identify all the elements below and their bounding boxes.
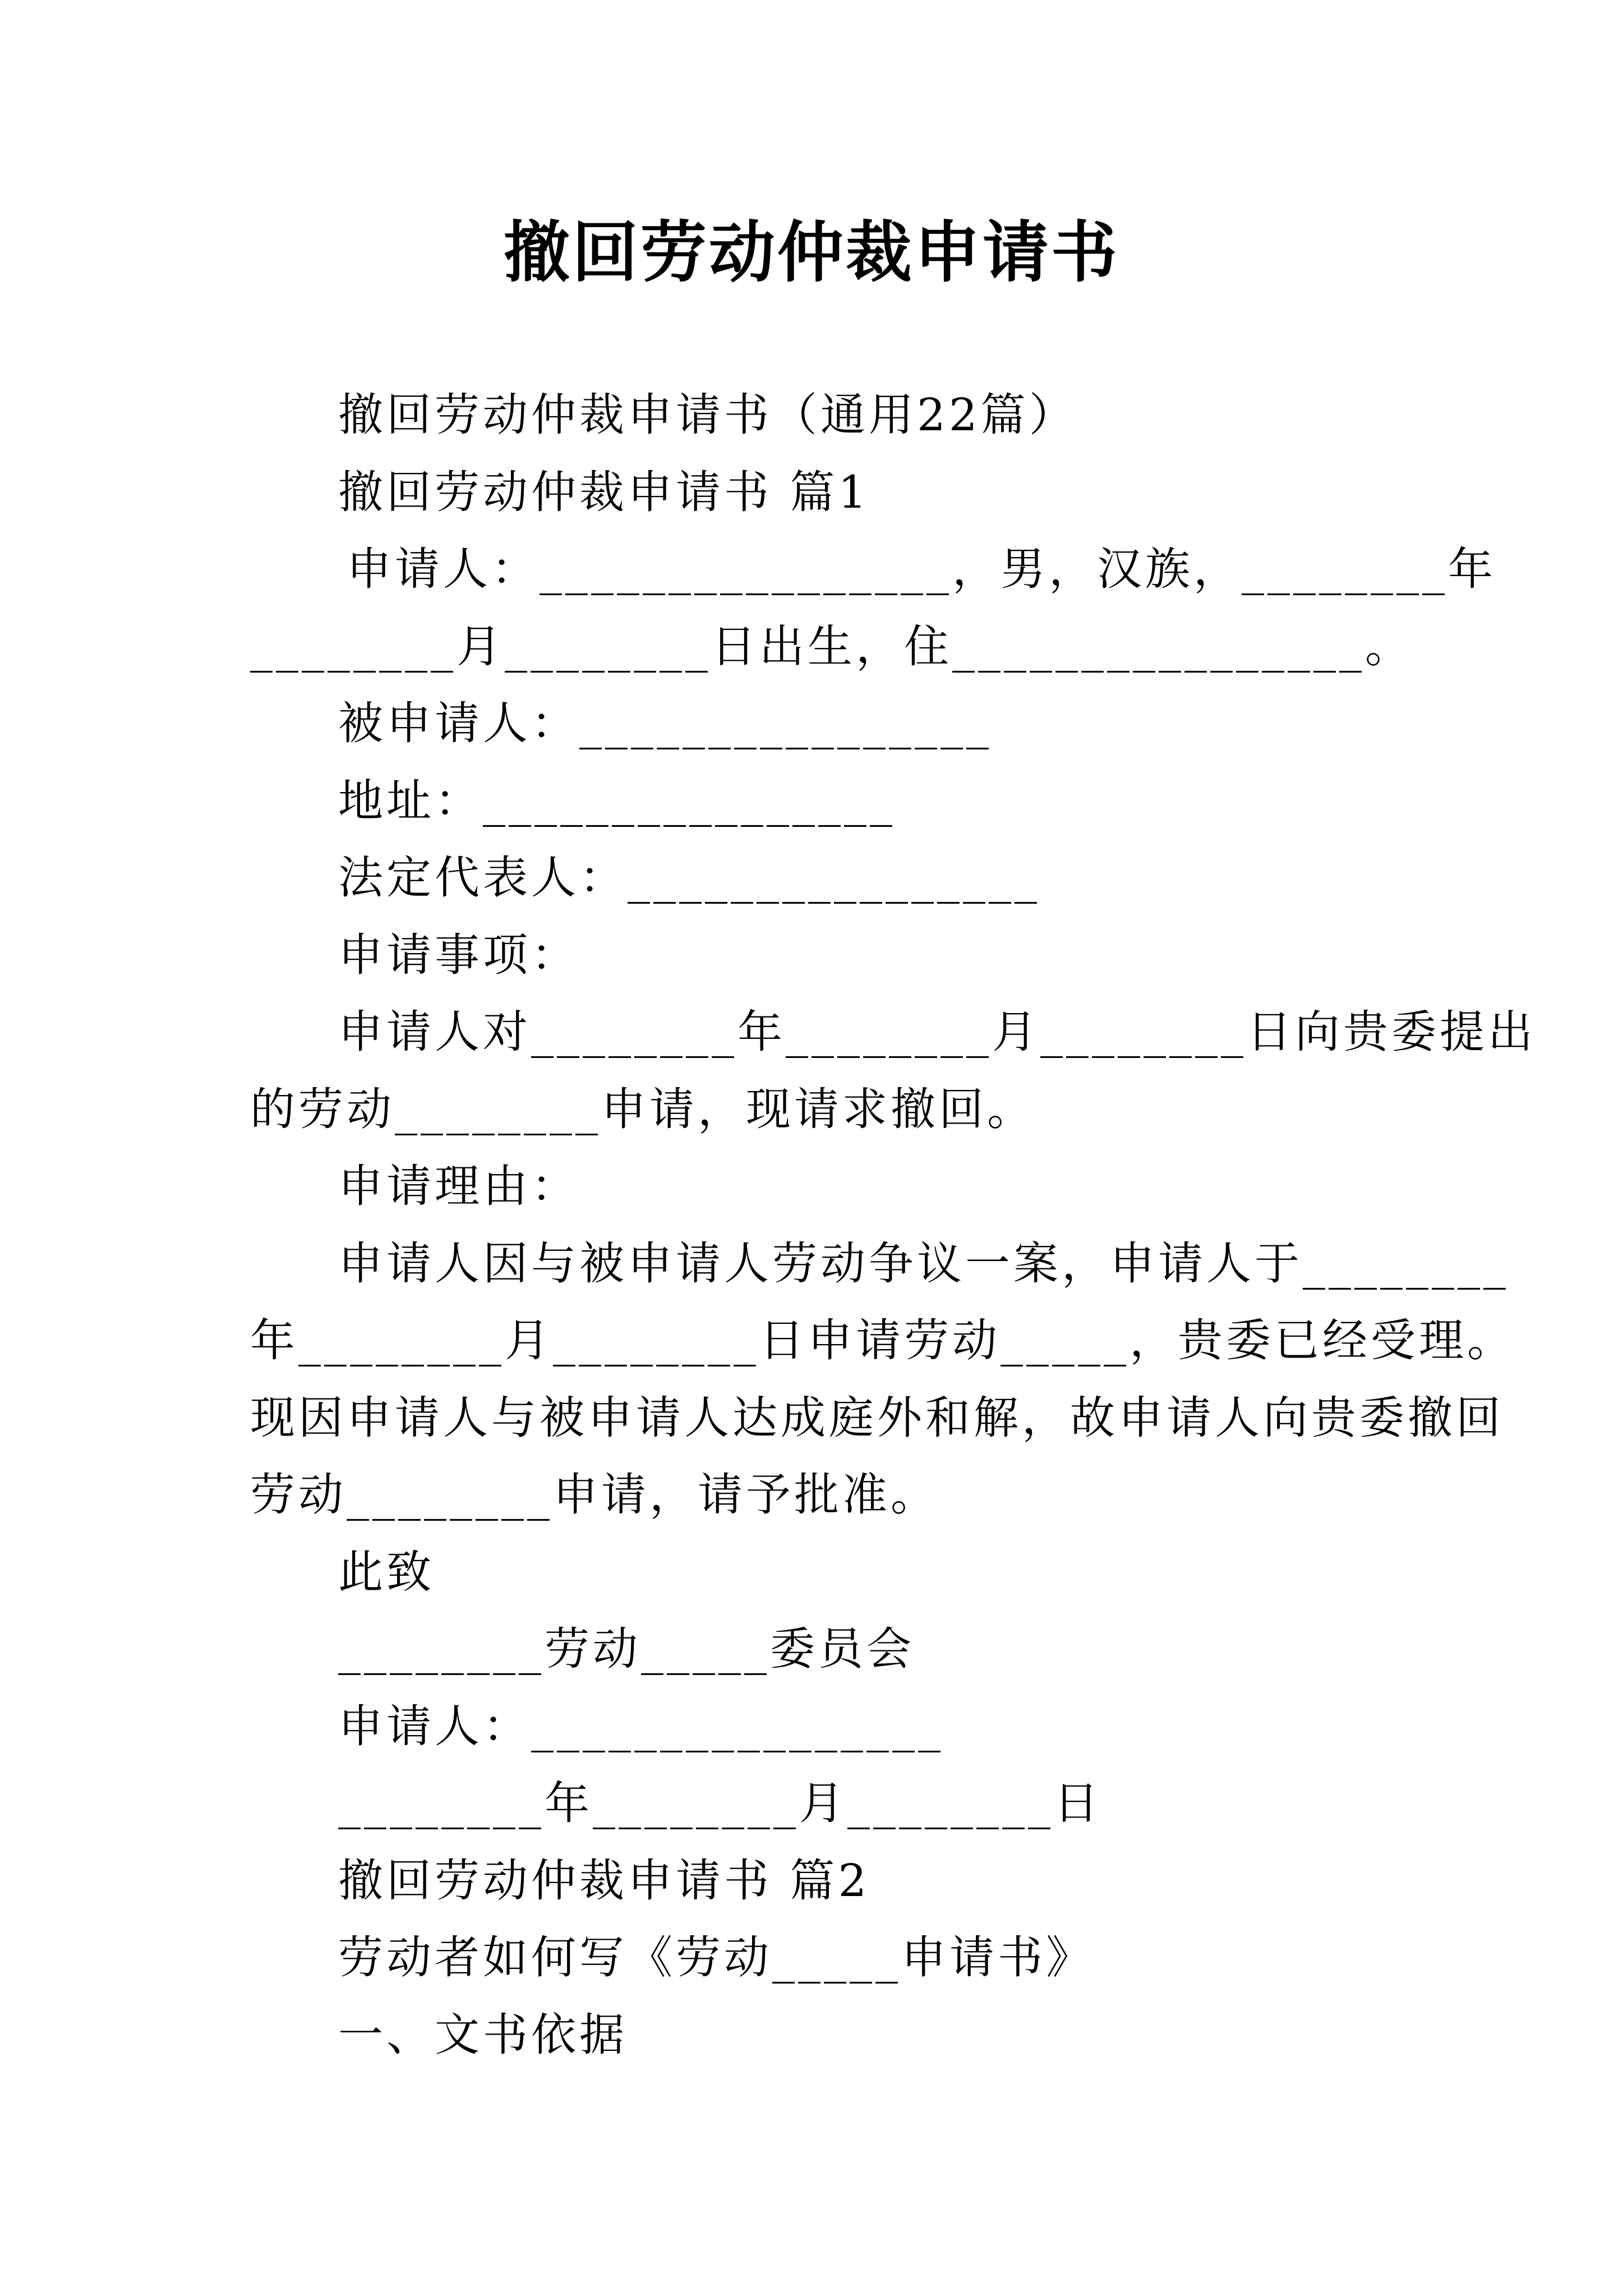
respondent-line: 被申请人：________________ bbox=[338, 697, 992, 749]
subtitle-line: 撤回劳动仲裁申请书（通用22篇） bbox=[338, 389, 1077, 441]
applicant-line: 申请人：________________，男，汉族，________年 bbox=[347, 543, 1496, 595]
guide-subheading: 一、文书依据 bbox=[338, 2009, 628, 2061]
date-line: ________年________月________日 bbox=[338, 1777, 1102, 1829]
reasons-heading: 申请理由： bbox=[338, 1160, 579, 1212]
guide-heading: 劳动者如何写《劳动_____申请书》 bbox=[338, 1931, 1094, 1984]
reasons-paragraph-continued: 现因申请人与被申请人达成庭外和解，故申请人向贵委撤回 bbox=[250, 1392, 1504, 1444]
legal-representative-line: 法定代表人：________________ bbox=[338, 852, 1040, 904]
request-items-heading: 申请事项： bbox=[338, 929, 579, 981]
signature-applicant-line: 申请人：________________ bbox=[338, 1700, 944, 1752]
address-line: 地址：________________ bbox=[338, 775, 896, 827]
reasons-paragraph-continued: 年________月________日申请劳动_____，贵委已经受理。 bbox=[250, 1314, 1515, 1366]
section-heading-1: 撤回劳动仲裁申请书 篇1 bbox=[338, 466, 870, 518]
document-title: 撤回劳动仲裁申请书 bbox=[503, 213, 1119, 291]
request-paragraph: 申请人对________年________月________日向贵委提出 bbox=[338, 1006, 1536, 1058]
section-heading-2: 撤回劳动仲裁申请书 篇2 bbox=[338, 1855, 870, 1907]
applicant-line-continued: ________月________日出生，住________________。 bbox=[250, 620, 1413, 673]
reasons-paragraph-continued: 劳动________申请，请予批准。 bbox=[250, 1469, 939, 1521]
recipient-line: ________劳动_____委员会 bbox=[338, 1623, 915, 1675]
salutation-line: 此致 bbox=[338, 1546, 435, 1598]
request-paragraph-continued: 的劳动________申请，现请求撤回。 bbox=[250, 1083, 1035, 1135]
reasons-paragraph: 申请人因与被申请人劳动争议一案，申请人于________ bbox=[338, 1237, 1509, 1290]
